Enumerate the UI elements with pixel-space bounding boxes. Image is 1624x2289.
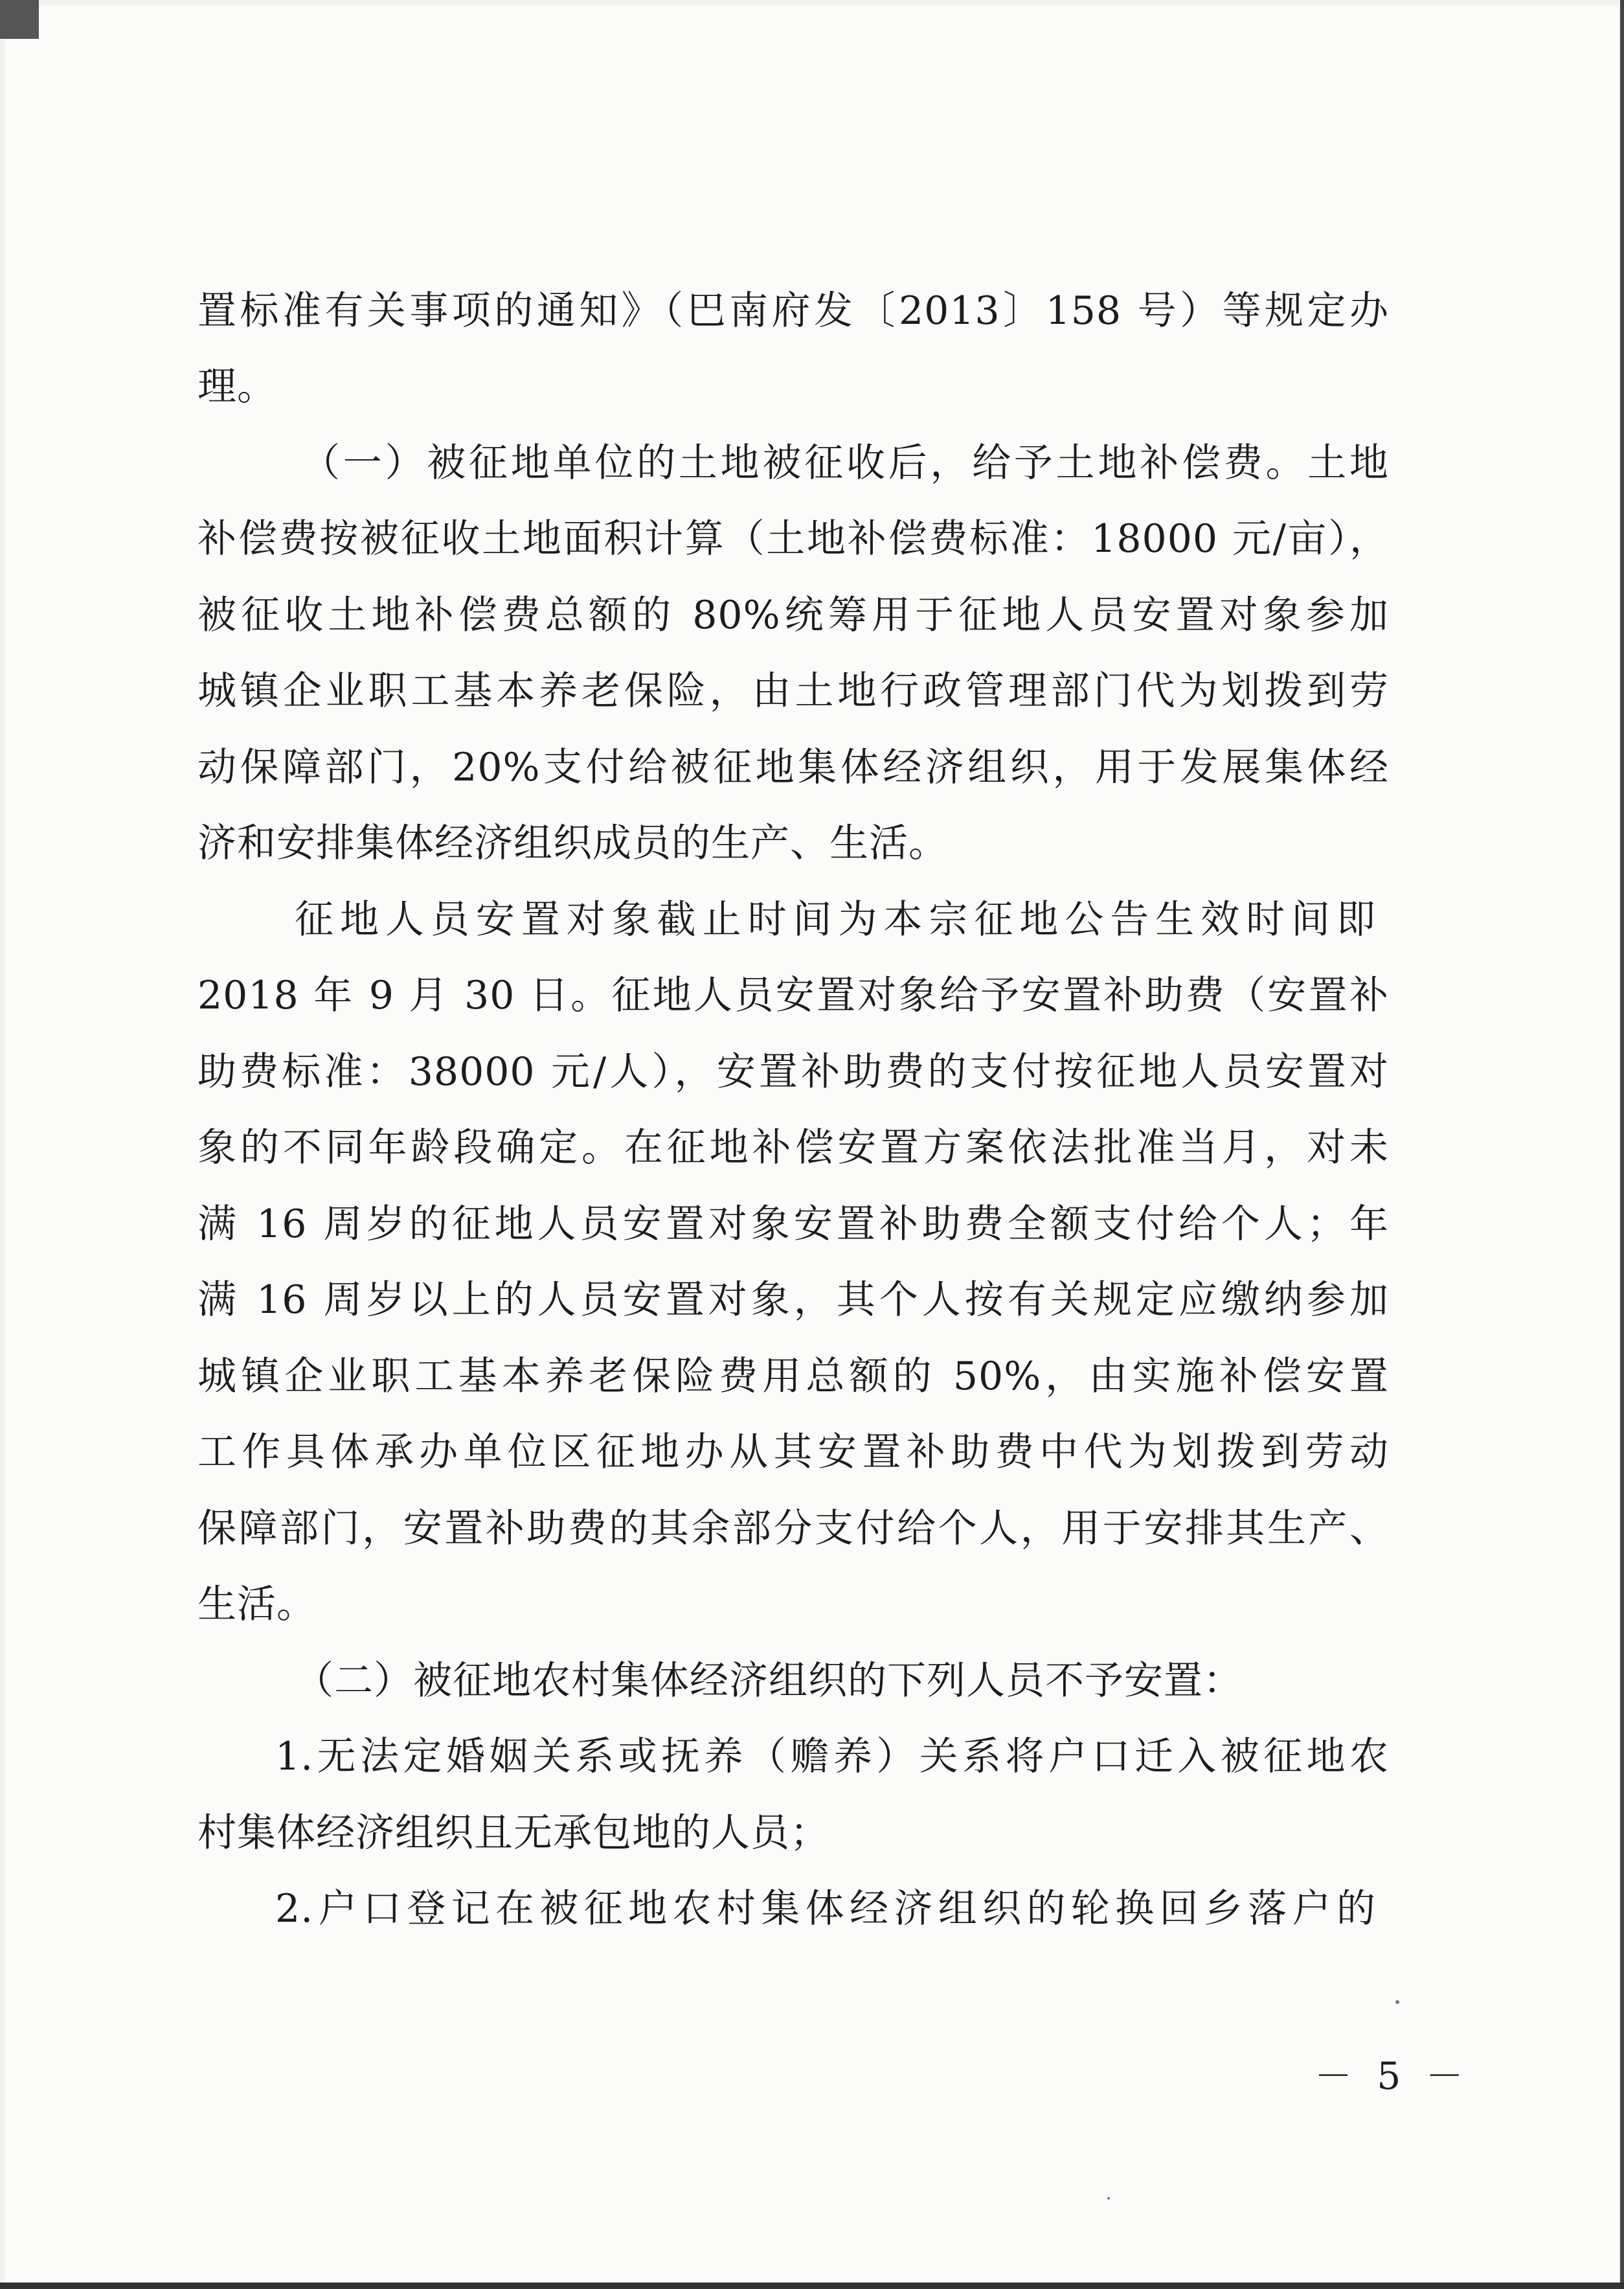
text-line: 象的不同年龄段确定。在征地补偿安置方案依法批准当月，对未 bbox=[197, 1125, 1389, 1170]
paragraph-start-line: （二）被征地农村集体经济组织的下列人员不予安置： bbox=[295, 1658, 1243, 1703]
text-line: 被征收土地补偿费总额的 80%统筹用于征地人员安置对象参加 bbox=[197, 593, 1389, 638]
paragraph-start-line: 征地人员安置对象截止时间为本宗征地公告生效时间即 bbox=[295, 897, 1376, 942]
paragraph-start-line: （一）被征地单位的土地被征收后，给予土地补偿费。土地 bbox=[301, 440, 1389, 486]
paragraph-start-line: 2.户口登记在被征地农村集体经济组织的轮换回乡落户的 bbox=[275, 1886, 1376, 1931]
scan-speck bbox=[1395, 2000, 1399, 2004]
text-line: 助费标准：38000 元/人），安置补助费的支付按征地人员安置对 bbox=[197, 1049, 1389, 1095]
paragraph-start-line: 1.无法定婚姻关系或抚养（赡养）关系将户口迁入被征地农 bbox=[275, 1734, 1389, 1779]
text-line: 动保障部门，20%支付给被征地集体经济组织，用于发展集体经 bbox=[197, 745, 1389, 790]
text-line: 理。 bbox=[197, 364, 276, 409]
scan-corner-shadow bbox=[0, 0, 39, 39]
page-number: － 5 － bbox=[1314, 2054, 1470, 2098]
text-line: 生活。 bbox=[197, 1582, 316, 1627]
text-line: 补偿费按被征收土地面积计算（土地补偿费标准：18000 元/亩）， bbox=[197, 516, 1389, 562]
scan-speck bbox=[1107, 2197, 1110, 2200]
text-line: 城镇企业职工基本养老保险，由土地行政管理部门代为划拨到劳 bbox=[197, 668, 1389, 714]
scan-right-edge bbox=[1620, 0, 1624, 2289]
text-line: 城镇企业职工基本养老保险费用总额的 50%，由实施补偿安置 bbox=[197, 1354, 1389, 1399]
scan-bottom-edge bbox=[0, 2283, 1624, 2289]
text-line: 满 16 周岁以上的人员安置对象，其个人按有关规定应缴纳参加 bbox=[197, 1277, 1389, 1323]
text-line: 2018 年 9 月 30 日。征地人员安置对象给予安置补助费（安置补 bbox=[197, 973, 1389, 1018]
text-line: 置标准有关事项的通知》（巴南府发〔2013〕158 号）等规定办 bbox=[197, 288, 1389, 334]
text-line: 村集体经济组织且无承包地的人员； bbox=[197, 1810, 829, 1856]
text-line: 济和安排集体经济组织成员的生产、生活。 bbox=[197, 821, 948, 866]
text-line: 满 16 周岁的征地人员安置对象安置补助费全额支付给个人；年 bbox=[197, 1201, 1389, 1247]
text-line: 保障部门，安置补助费的其余部分支付给个人，用于安排其生产、 bbox=[197, 1506, 1389, 1551]
text-line: 工作具体承办单位区征地办从其安置补助费中代为划拨到劳动 bbox=[197, 1429, 1389, 1475]
